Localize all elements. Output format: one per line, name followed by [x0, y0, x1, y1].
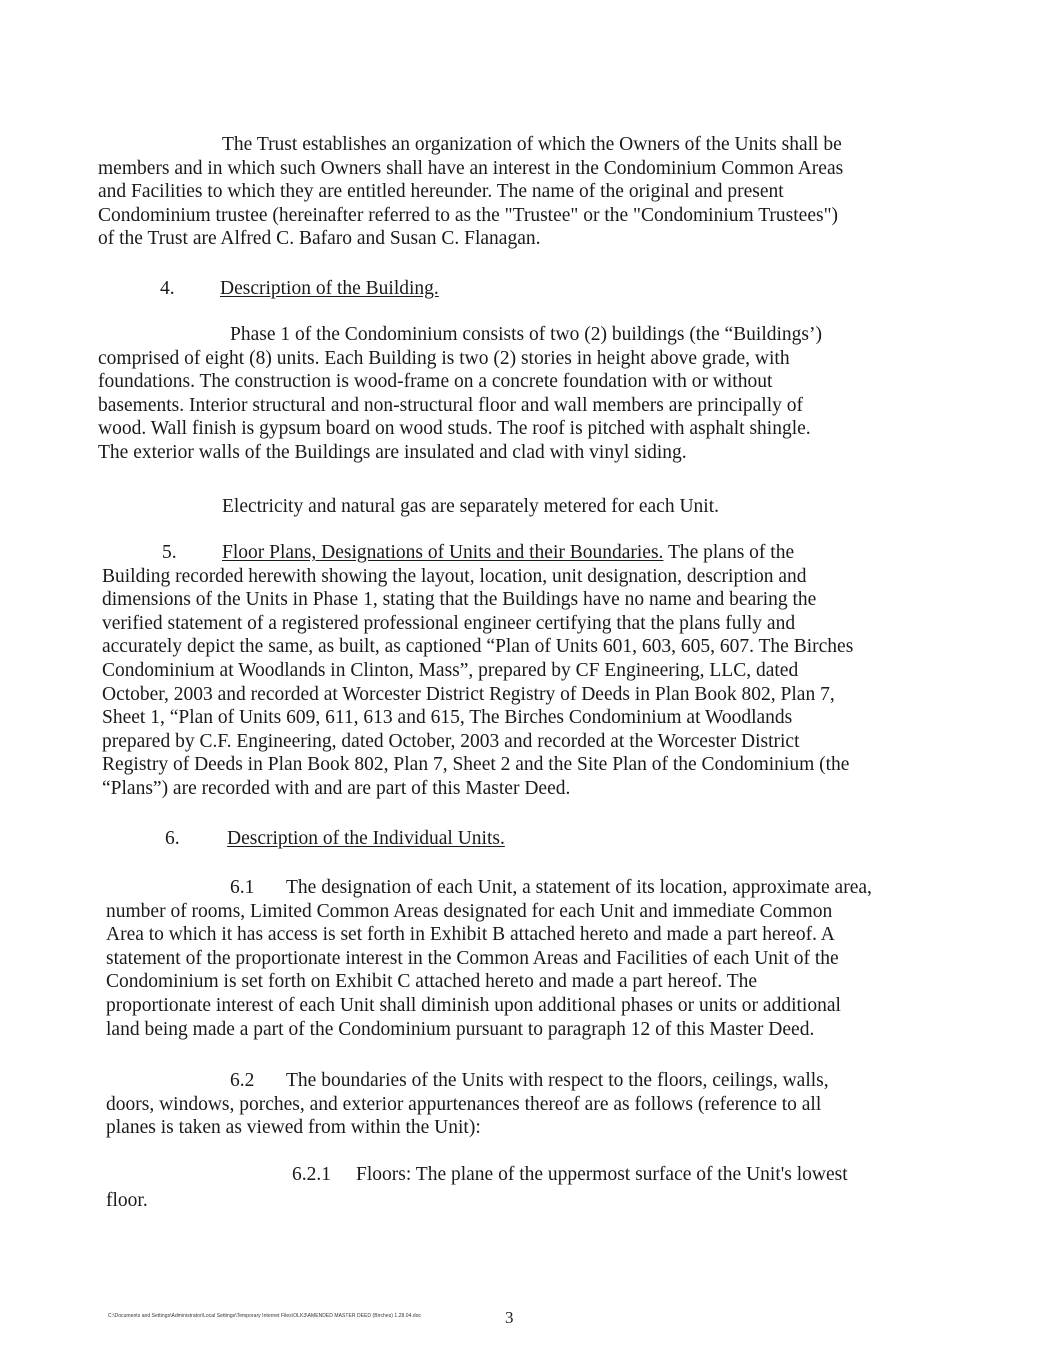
paragraph-line: land being made a part of the Condominium pursuant to paragraph 12 of this Master Deed. — [106, 1018, 815, 1040]
paragraph-line: comprised of eight (8) units. Each Building is two (2) stories in height above grade, with — [98, 347, 790, 369]
subsection-text: The designation of each Unit, a statement of its location, approximate area, — [286, 877, 872, 898]
section-title: Description of the Building. — [220, 278, 439, 299]
paragraph-line: Sheet 1, “Plan of Units 609, 611, 613 and 615, The Birches Condominium at Woodlands — [102, 707, 793, 729]
paragraph-line: planes is taken as viewed from within the Unit): — [106, 1117, 481, 1139]
paragraph-line: Phase 1 of the Condominium consists of two (2) buildings (the “Buildings’) — [230, 324, 822, 345]
paragraph-line: October, 2003 and recorded at Worcester District Registry of Deeds in Plan Book 802, Plan 7, — [102, 683, 835, 705]
intro-line: The Trust establishes an organization of which the Owners of the Units shall be — [222, 134, 842, 155]
paragraph-line: Condominium at Woodlands in Clinton, Mass”, prepared by CF Engineering, LLC, dated — [102, 659, 799, 681]
subsection-number: 6.1 — [230, 877, 255, 898]
section-number: 6. — [165, 828, 180, 849]
section-6-1-first-line — [106, 876, 872, 900]
footer-file-path: C:\Documents and Settings\Administrator\Local Settings\Temporary Internet Files\OLK3\AMENDED MASTER DEED (Birches) 1.28.04.doc — [108, 1313, 422, 1319]
paragraph-line: statement of the proportionate interest in the Common Areas and Facilities of each Unit of the — [106, 947, 839, 969]
section-5-first-line — [102, 541, 853, 565]
section-4-utilities-paragraph — [222, 495, 719, 519]
paragraph-line: verified statement of a registered professional engineer certifying that the plans fully and — [102, 612, 796, 634]
subsection-text: Floors: The plane of the uppermost surface of the Unit's lowest — [356, 1164, 848, 1185]
paragraph-line: accurately depict the same, as built, as captioned “Plan of Units 601, 603, 605, 607. The Birches — [102, 636, 854, 658]
intro-line: members and in which such Owners shall have an interest in the Condominium Common Areas — [98, 157, 844, 179]
paragraph-line: prepared by C.F. Engineering, dated October, 2003 and recorded at the Worcester District — [102, 730, 800, 752]
paragraph-line: doors, windows, porches, and exterior appurtenances thereof are as follows (reference to all — [106, 1093, 822, 1115]
subsection-number: 6.2.1 — [292, 1164, 331, 1185]
intro-paragraph — [98, 133, 843, 251]
paragraph-line: Building recorded herewith showing the layout, location, unit designation, description and — [102, 565, 807, 587]
paragraph-line: “Plans”) are recorded with and are part of this Master Deed. — [102, 777, 571, 799]
paragraph-line: The exterior walls of the Buildings are insulated and clad with vinyl siding. — [98, 441, 687, 463]
page-number: 3 — [505, 1308, 514, 1327]
section-number: 4. — [160, 278, 175, 299]
section-4-paragraph — [98, 323, 822, 465]
paragraph-line: floor. — [106, 1189, 148, 1211]
section-number: 5. — [162, 542, 177, 563]
section-5-first-line-rest: The plans of the — [663, 542, 795, 563]
paragraph-line: basements. Interior structural and non-structural floor and wall members are principally of — [98, 394, 804, 416]
intro-line: of the Trust are Alfred C. Bafaro and Susan C. Flanagan. — [98, 228, 541, 250]
section-5-paragraph — [102, 541, 853, 801]
paragraph-line: wood. Wall finish is gypsum board on wood studs. The roof is pitched with asphalt shingle. — [98, 418, 811, 440]
section-title: Description of the Individual Units. — [227, 828, 505, 849]
intro-line: and Facilities to which they are entitled hereunder. The name of the original and present — [98, 181, 784, 203]
paragraph-line: dimensions of the Units in Phase 1, stating that the Buildings have no name and bearing the — [102, 589, 817, 611]
section-6-2-1-paragraph — [106, 1163, 848, 1212]
section-6-2-1-first-line — [106, 1163, 848, 1187]
subsection-number: 6.2 — [230, 1070, 255, 1091]
paragraph-line: Electricity and natural gas are separately metered for each Unit. — [222, 496, 720, 517]
paragraph-line: Registry of Deeds in Plan Book 802, Plan 7, Sheet 2 and the Site Plan of the Condominium (the — [102, 754, 850, 776]
section-6-1-paragraph — [106, 876, 872, 1041]
paragraph-line: proportionate interest of each Unit shall diminish upon additional phases or units or additional — [106, 994, 841, 1016]
paragraph-line: foundations. The construction is wood-frame on a concrete foundation with or without — [98, 371, 773, 393]
subsection-text: The boundaries of the Units with respect to the floors, ceilings, walls, — [286, 1070, 829, 1091]
section-title: Floor Plans, Designations of Units and their Boundaries. — [222, 542, 664, 563]
paragraph-line: Condominium is set forth on Exhibit C attached hereto and made a part hereof. The — [106, 971, 758, 993]
intro-line: Condominium trustee (hereinafter referred to as the "Trustee" or the "Condominium Trustees") — [98, 204, 839, 226]
section-6-2-first-line — [106, 1069, 829, 1093]
paragraph-line: number of rooms, Limited Common Areas designated for each Unit and immediate Common — [106, 900, 833, 922]
paragraph-line: Area to which it has access is set forth in Exhibit B attached hereto and made a part hereof. A — [106, 924, 835, 946]
section-6-2-paragraph — [106, 1069, 829, 1140]
